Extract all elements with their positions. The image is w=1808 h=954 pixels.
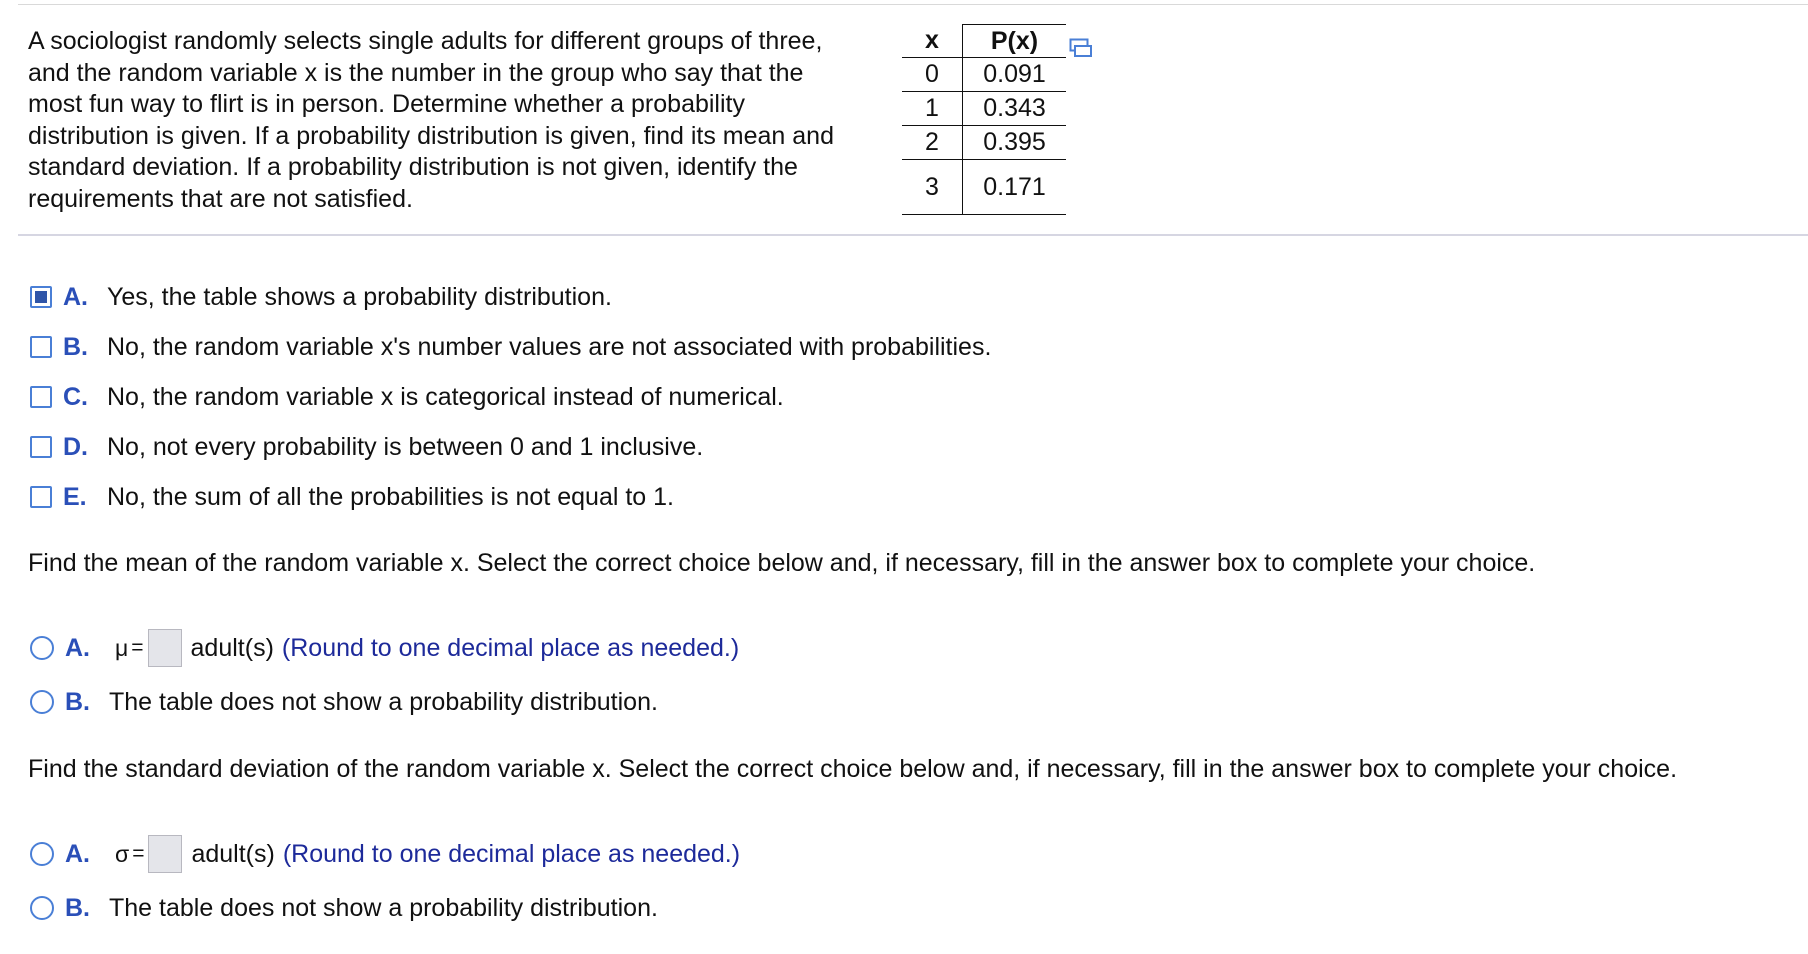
- choice-text: Yes, the table shows a probability distribution.: [107, 282, 612, 311]
- choice-letter: A.: [65, 839, 90, 868]
- choice-d[interactable]: [30, 432, 703, 462]
- choice-letter: B.: [63, 332, 88, 361]
- mean-answer-box[interactable]: [148, 629, 182, 667]
- std-choice-b[interactable]: [30, 893, 658, 923]
- radio-button[interactable]: [30, 896, 54, 920]
- question-text: [28, 26, 888, 215]
- checkbox[interactable]: [30, 336, 52, 358]
- table-row: [902, 160, 1066, 215]
- choice-text: The table does not show a probability distribution.: [109, 893, 658, 922]
- cell-px: 0.171: [963, 160, 1067, 215]
- mean-choice-a[interactable]: [30, 627, 739, 669]
- header-x: x: [902, 25, 963, 58]
- rounding-hint: (Round to one decimal place as needed.): [282, 839, 741, 868]
- sigma-symbol: σ: [115, 840, 130, 867]
- choice-text: No, the random variable x is categorical instead of numerical.: [107, 382, 784, 411]
- cell-x: 0: [902, 58, 963, 92]
- table-row: [902, 92, 1066, 126]
- rounding-hint: (Round to one decimal place as needed.): [281, 633, 740, 662]
- choice-letter: B.: [65, 687, 90, 716]
- choice-letter: A.: [65, 633, 90, 662]
- table-row: [902, 126, 1066, 160]
- distribution-table: [902, 24, 1066, 215]
- copy-icon[interactable]: [1069, 36, 1093, 56]
- question-line: requirements that are not satisfied.: [28, 184, 413, 213]
- question-line: distribution is given. If a probability distribution is given, find its mean and: [28, 121, 834, 150]
- std-answer-box[interactable]: [148, 835, 182, 873]
- radio-button[interactable]: [30, 636, 54, 660]
- question-line: most fun way to flirt is in person. Determine whether a probability: [28, 90, 745, 118]
- question-line: and the random variable x is the number in the group who say that the: [28, 58, 804, 87]
- choice-text: No, the sum of all the probabilities is not equal to 1.: [107, 482, 674, 511]
- top-rule: [18, 4, 1808, 5]
- unit-label: adult(s): [191, 839, 275, 868]
- choice-e[interactable]: [30, 482, 674, 512]
- cell-x: 3: [902, 160, 963, 215]
- equals-sign: =: [131, 636, 144, 659]
- choice-text: The table does not show a probability distribution.: [109, 687, 658, 716]
- section-divider: [18, 234, 1808, 236]
- std-choice-a[interactable]: [30, 833, 740, 875]
- equals-sign: =: [132, 842, 145, 865]
- unit-label: adult(s): [190, 633, 274, 662]
- std-prompt: Find the standard deviation of the random variable x. Select the correct choice below and, if necessary, fill in the answer box to complete your choice.: [28, 755, 1678, 783]
- cell-px: 0.343: [963, 92, 1067, 126]
- cell-px: 0.395: [963, 126, 1067, 160]
- table-header-row: [902, 25, 1066, 58]
- radio-button[interactable]: [30, 690, 54, 714]
- choice-letter: B.: [65, 893, 90, 922]
- choice-text: No, not every probability is between 0 and 1 inclusive.: [107, 432, 704, 461]
- choice-c[interactable]: [30, 382, 784, 412]
- choice-letter: D.: [63, 432, 88, 461]
- choice-letter: C.: [63, 382, 88, 411]
- cell-x: 2: [902, 126, 963, 160]
- mean-prompt: Find the mean of the random variable x. Select the correct choice below and, if necessary, fill in the answer box to complete your choice.: [28, 549, 1536, 577]
- checkbox[interactable]: [30, 486, 52, 508]
- choice-a[interactable]: [30, 282, 612, 312]
- mu-symbol: μ: [115, 634, 129, 661]
- cell-x: 1: [902, 92, 963, 126]
- choice-letter: E.: [63, 482, 87, 511]
- header-px: P(x): [963, 25, 1067, 58]
- choice-text: No, the random variable x's number values are not associated with probabilities.: [107, 332, 992, 361]
- mean-choice-b[interactable]: [30, 687, 658, 717]
- checkbox[interactable]: [30, 386, 52, 408]
- question-line: standard deviation. If a probability distribution is not given, identify the: [28, 153, 798, 181]
- table-row: [902, 58, 1066, 92]
- checkbox-checked[interactable]: [30, 286, 52, 308]
- radio-button[interactable]: [30, 842, 54, 866]
- cell-px: 0.091: [963, 58, 1067, 92]
- question-line: A sociologist randomly selects single adults for different groups of three,: [28, 27, 823, 55]
- choice-letter: A.: [63, 282, 88, 311]
- choice-b[interactable]: [30, 332, 991, 362]
- checkbox[interactable]: [30, 436, 52, 458]
